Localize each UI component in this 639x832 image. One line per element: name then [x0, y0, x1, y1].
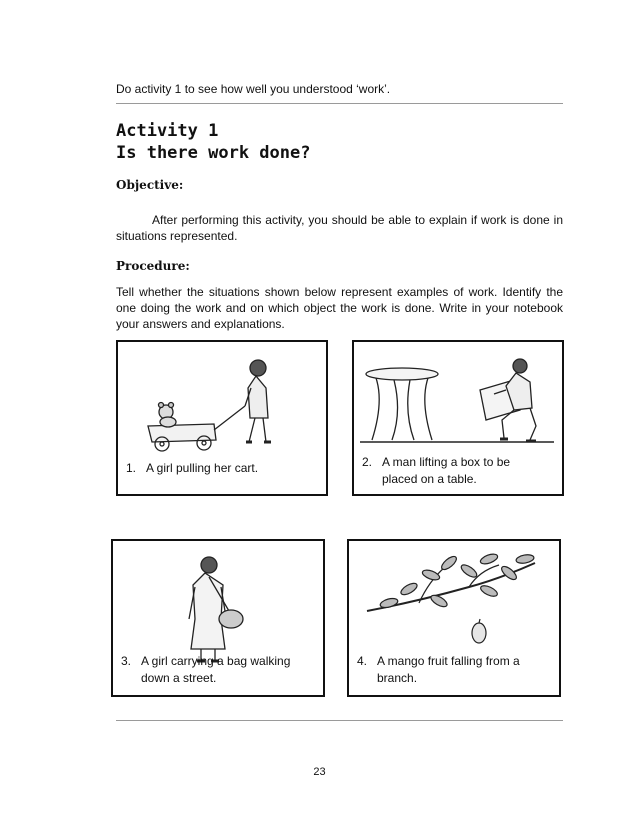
- objective-heading: Objective:: [116, 178, 184, 192]
- panel-4-caption: [357, 653, 520, 687]
- panel-3: [111, 539, 325, 697]
- panel-4-number: 4.: [357, 654, 368, 668]
- objective-text: After performing this activity, you should be able to explain if work is done in situations represented.: [116, 213, 563, 243]
- panel-4-text-1: A mango fruit falling from a: [377, 654, 520, 668]
- procedure-text: Tell whether the situations shown below represent examples of work. Identify the one doing the work and on which object the work is done. Write in your notebook your answers and explanations.: [116, 285, 563, 331]
- panel-3-text-2: down a street.: [141, 671, 217, 685]
- panel-1-caption: [126, 460, 258, 477]
- panel-4: [347, 539, 561, 697]
- panel-2-text-1: A man lifting a box to be: [382, 455, 511, 469]
- activity-heading: [116, 120, 310, 164]
- panel-2-caption: [362, 454, 510, 488]
- panel-2: [352, 340, 564, 496]
- panel-1-number: 1.: [126, 461, 137, 475]
- page-number: 23: [313, 766, 326, 778]
- panel-1: [116, 340, 328, 496]
- panel-3-number: 3.: [121, 654, 132, 668]
- activity-title: Activity 1: [116, 121, 219, 141]
- panel-2-text-2: placed on a table.: [382, 472, 477, 486]
- panel-4-text-2: branch.: [377, 671, 418, 685]
- panel-2-number: 2.: [362, 455, 373, 469]
- top-divider: [116, 103, 563, 104]
- bottom-divider: [116, 720, 563, 721]
- intro-text: Do activity 1 to see how well you understood ‘work’.: [116, 82, 391, 96]
- panel-3-caption: [121, 653, 290, 687]
- panel-3-text-1: A girl carrying a bag walking: [141, 654, 291, 668]
- activity-question: Is there work done?: [116, 143, 311, 163]
- procedure-heading: Procedure:: [116, 259, 190, 273]
- panel-1-text: A girl pulling her cart.: [146, 461, 259, 475]
